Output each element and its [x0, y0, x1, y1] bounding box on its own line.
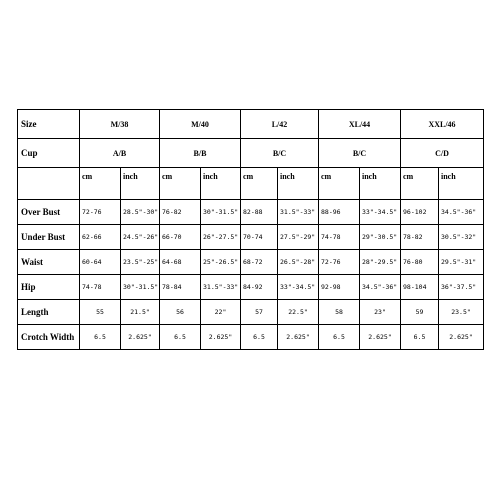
inch-value: 31.5"-33" — [201, 275, 241, 300]
unit-inch-cell: inch — [278, 168, 319, 200]
cm-value: 76-80 — [401, 250, 439, 275]
size-row — [18, 110, 484, 139]
measurement-label: Under Bust — [18, 225, 80, 250]
cm-value: 96-102 — [401, 200, 439, 225]
unit-row — [18, 168, 484, 200]
size-cell: M/40 — [160, 110, 241, 139]
cm-value: 78-84 — [160, 275, 201, 300]
cm-value: 88-96 — [319, 200, 360, 225]
unit-cm-cell: cm — [401, 168, 439, 200]
size-chart-table — [17, 109, 484, 350]
inch-value: 24.5"-26" — [121, 225, 160, 250]
cup-row-header: Cup — [18, 139, 80, 168]
cm-value: 78-82 — [401, 225, 439, 250]
cm-value: 58 — [319, 300, 360, 325]
cm-value: 74-78 — [80, 275, 121, 300]
inch-value: 2.625" — [439, 325, 484, 350]
inch-value: 30"-31.5" — [121, 275, 160, 300]
unit-inch-cell: inch — [201, 168, 241, 200]
cup-cell: A/B — [80, 139, 160, 168]
measurement-label: Over Bust — [18, 200, 80, 225]
cup-cell: B/C — [241, 139, 319, 168]
inch-value: 28"-29.5" — [360, 250, 401, 275]
cm-value: 56 — [160, 300, 201, 325]
inch-value: 28.5"-30" — [121, 200, 160, 225]
inch-value: 34.5"-36" — [439, 200, 484, 225]
unit-inch-cell: inch — [439, 168, 484, 200]
cup-cell: B/C — [319, 139, 401, 168]
cm-value: 72-76 — [319, 250, 360, 275]
unit-row-header-empty — [18, 168, 80, 200]
inch-value: 31.5"-33" — [278, 200, 319, 225]
measurement-row-over-bust — [18, 200, 484, 225]
inch-value: 34.5"-36" — [360, 275, 401, 300]
measurement-row-crotch-width — [18, 325, 484, 350]
inch-value: 26"-27.5" — [201, 225, 241, 250]
cm-value: 70-74 — [241, 225, 278, 250]
unit-cm-cell: cm — [241, 168, 278, 200]
cm-value: 72-76 — [80, 200, 121, 225]
inch-value: 29"-30.5" — [360, 225, 401, 250]
measurement-label: Length — [18, 300, 80, 325]
unit-cm-cell: cm — [319, 168, 360, 200]
cm-value: 84-92 — [241, 275, 278, 300]
cm-value: 57 — [241, 300, 278, 325]
inch-value: 22.5" — [278, 300, 319, 325]
cm-value: 76-82 — [160, 200, 201, 225]
cup-cell: C/D — [401, 139, 484, 168]
inch-value: 2.625" — [121, 325, 160, 350]
cm-value: 82-88 — [241, 200, 278, 225]
cm-value: 68-72 — [241, 250, 278, 275]
cm-value: 66-70 — [160, 225, 201, 250]
inch-value: 2.625" — [201, 325, 241, 350]
cm-value: 55 — [80, 300, 121, 325]
cm-value: 6.5 — [319, 325, 360, 350]
measurement-label: Waist — [18, 250, 80, 275]
cup-row — [18, 139, 484, 168]
measurement-row-waist — [18, 250, 484, 275]
size-cell: XXL/46 — [401, 110, 484, 139]
cm-value: 60-64 — [80, 250, 121, 275]
measurement-row-hip — [18, 275, 484, 300]
inch-value: 2.625" — [360, 325, 401, 350]
inch-value: 29.5"-31" — [439, 250, 484, 275]
unit-inch-cell: inch — [121, 168, 160, 200]
measurement-row-under-bust — [18, 225, 484, 250]
size-cell: L/42 — [241, 110, 319, 139]
cm-value: 62-66 — [80, 225, 121, 250]
size-cell: XL/44 — [319, 110, 401, 139]
unit-cm-cell: cm — [80, 168, 121, 200]
inch-value: 26.5"-28" — [278, 250, 319, 275]
measurement-row-length — [18, 300, 484, 325]
cm-value: 6.5 — [80, 325, 121, 350]
cm-value: 92-98 — [319, 275, 360, 300]
unit-cm-cell: cm — [160, 168, 201, 200]
inch-value: 33"-34.5" — [278, 275, 319, 300]
inch-value: 30"-31.5" — [201, 200, 241, 225]
inch-value: 30.5"-32" — [439, 225, 484, 250]
inch-value: 21.5" — [121, 300, 160, 325]
inch-value: 33"-34.5" — [360, 200, 401, 225]
measurement-label: Crotch Width — [18, 325, 80, 350]
inch-value: 23.5"-25" — [121, 250, 160, 275]
size-row-header: Size — [18, 110, 80, 139]
inch-value: 25"-26.5" — [201, 250, 241, 275]
inch-value: 36"-37.5" — [439, 275, 484, 300]
unit-inch-cell: inch — [360, 168, 401, 200]
inch-value: 27.5"-29" — [278, 225, 319, 250]
cm-value: 59 — [401, 300, 439, 325]
cm-value: 98-104 — [401, 275, 439, 300]
cm-value: 6.5 — [401, 325, 439, 350]
cm-value: 74-78 — [319, 225, 360, 250]
inch-value: 23" — [360, 300, 401, 325]
size-cell: M/38 — [80, 110, 160, 139]
cup-cell: B/B — [160, 139, 241, 168]
inch-value: 22" — [201, 300, 241, 325]
inch-value: 23.5" — [439, 300, 484, 325]
inch-value: 2.625" — [278, 325, 319, 350]
cm-value: 6.5 — [160, 325, 201, 350]
measurement-label: Hip — [18, 275, 80, 300]
cm-value: 6.5 — [241, 325, 278, 350]
cm-value: 64-68 — [160, 250, 201, 275]
